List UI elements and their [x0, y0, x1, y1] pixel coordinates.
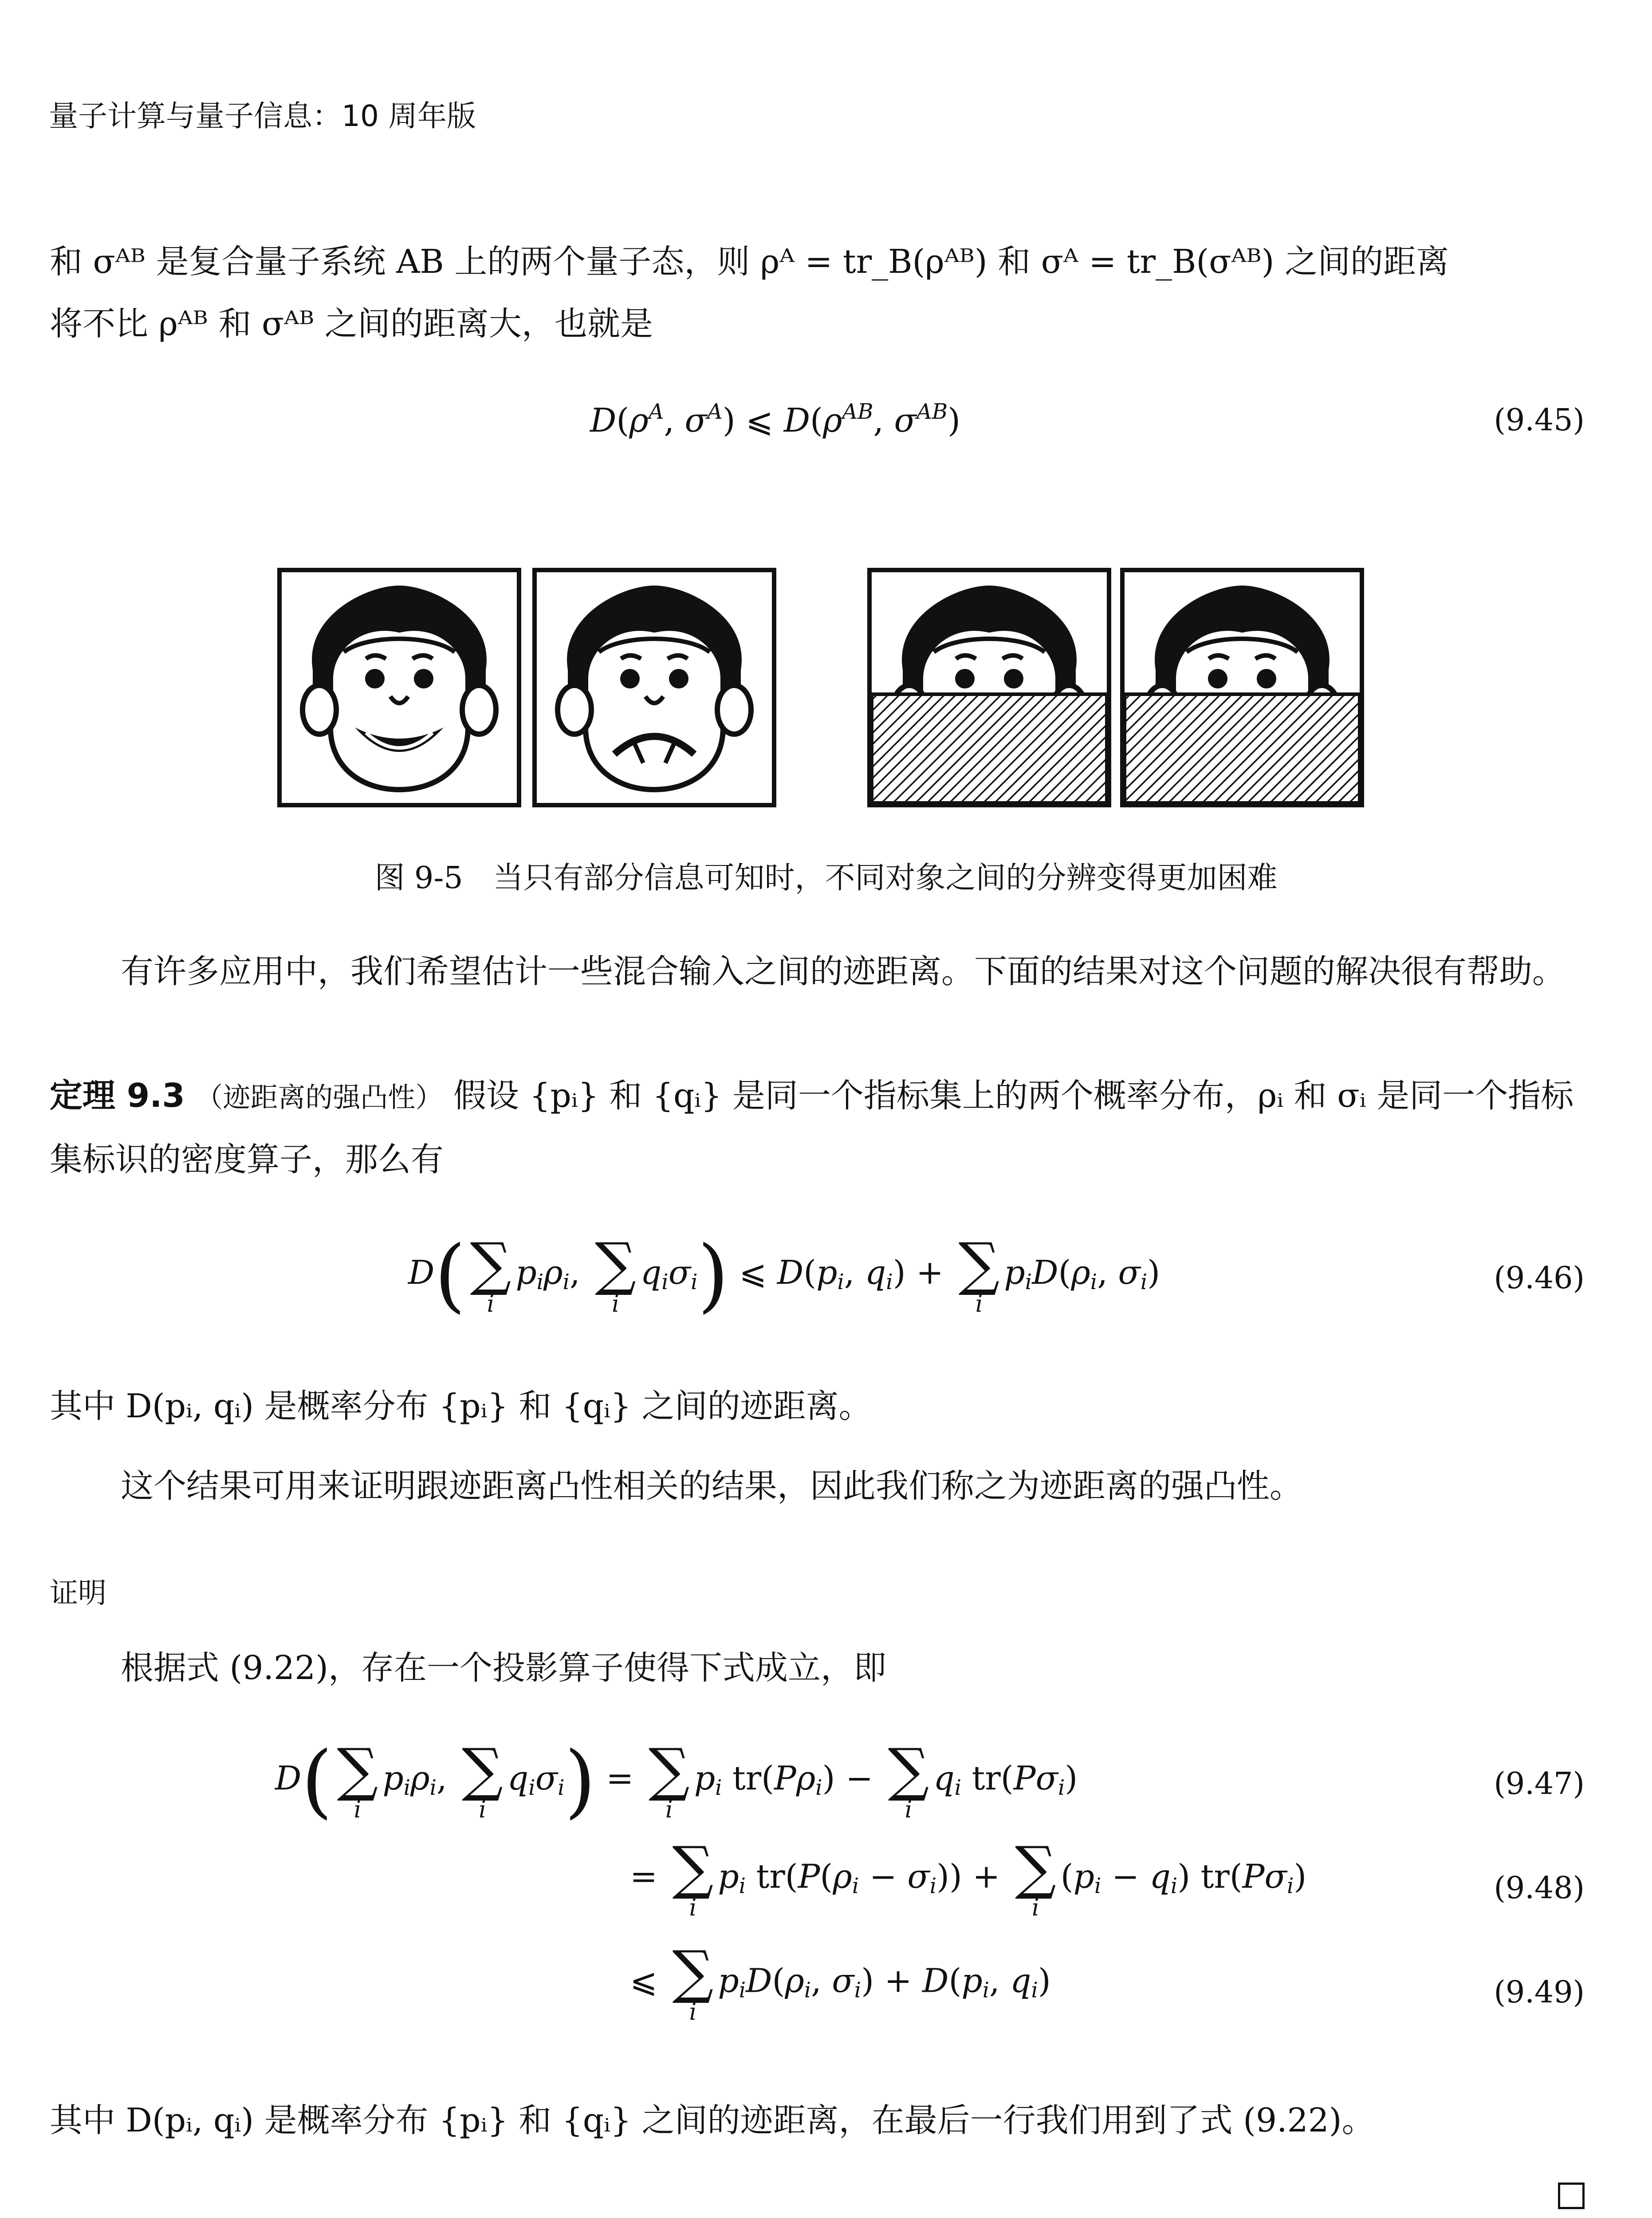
- equation-number: (9.48): [1494, 1871, 1585, 1906]
- paragraph-remark: 这个结果可用来证明跟迹距离凸性相关的结果，因此我们称之为迹距离的强凸性。: [121, 1467, 1302, 1505]
- theorem-9-3: [50, 1065, 1589, 1191]
- equation-9-46: D( ∑ i $p_i\rho_i$, ∑ i $q_i\sigma_i$) ⩽ $D(p_i$, $q_i$) + ∑ i $p_iD(\rho_i$, $\sigma_i$) (9.46): [408, 1229, 1585, 1321]
- equation-number: (9.47): [1494, 1766, 1585, 1801]
- paragraph-applications: 有许多应用中，我们希望估计一些混合输入之间的迹距离。下面的结果对这个问题的解决很有帮助。: [121, 952, 1565, 991]
- equation-9-47: D( ∑ i $p_i\rho_i$, ∑ i $q_i\sigma_i$) = ∑ i $p_i$ $tr(P\rho_i)$ − ∑ i $q_i$ $tr(P\sigma_i)$ (9.47): [275, 1734, 1585, 1827]
- figure-9-5: [277, 568, 1364, 807]
- face-frowning-panel: [535, 570, 774, 805]
- equation-9-48: = ∑ i $p_i$ $tr(P(\rho_i - \sigma_i))$ + ∑ i $(p_i - q_i)$ $tr(P\sigma_i)$ (9.48): [630, 1834, 1585, 1921]
- intro-line-1: 和 σᴬᴮ 是复合量子系统 AB 上的两个量子态，则 ρᴬ = tr_B(ρᴬᴮ) 和 σᴬ = tr_B(σᴬᴮ) 之间的距离: [50, 243, 1449, 281]
- theorem-label: 定理 9.3: [50, 1077, 185, 1115]
- figure-caption: 图 9-5 当只有部分信息可知时，不同对象之间的分辨变得更加困难: [374, 861, 1278, 896]
- equation-number: (9.45): [1494, 403, 1585, 438]
- equation-9-49: ⩽ ∑ i $p_iD(\rho_i$, $\sigma_i) + D(p_i$, $q_i$) (9.49): [630, 1938, 1585, 2025]
- intro-line-2: 将不比 ρᴬᴮ 和 σᴬᴮ 之间的距离大，也就是: [50, 305, 653, 343]
- theorem-text: 假设 {pᵢ} 和 {qᵢ} 是同一个指标集上的两个概率分布，ρᵢ 和 σᵢ 是同一个指标集标识的密度算子，那么有: [50, 1077, 1574, 1179]
- proof-intro: 根据式 (9.22)，存在一个投影算子使得下式成立，即: [121, 1649, 887, 1687]
- running-header: 量子计算与量子信息：10 周年版: [49, 99, 476, 133]
- equation-number: (9.49): [1494, 1975, 1585, 2010]
- face-happy-panel: [279, 570, 519, 805]
- face-covered-panel-2: [1122, 570, 1362, 805]
- proof-label: 证明: [50, 1577, 106, 1610]
- paragraph-after-9-49: 其中 D(pᵢ, qᵢ) 是概率分布 {pᵢ} 和 {qᵢ} 之间的迹距离，在最后一行我们用到了式 (9.22)。: [50, 2101, 1375, 2139]
- qed-box: [1558, 2183, 1585, 2209]
- face-covered-panel-1: [869, 570, 1109, 805]
- theorem-name: （迹距离的强凸性）: [195, 1081, 443, 1113]
- equation-9-45: $D(\rho^A$, $\sigma^A$) ⩽ $D(\rho^{AB}$, $\sigma^{AB}$) (9.45): [590, 399, 1585, 440]
- equation-number: (9.46): [1494, 1261, 1585, 1296]
- paragraph-after-9-46: 其中 D(pᵢ, qᵢ) 是概率分布 {pᵢ} 和 {qᵢ} 之间的迹距离。: [50, 1387, 872, 1425]
